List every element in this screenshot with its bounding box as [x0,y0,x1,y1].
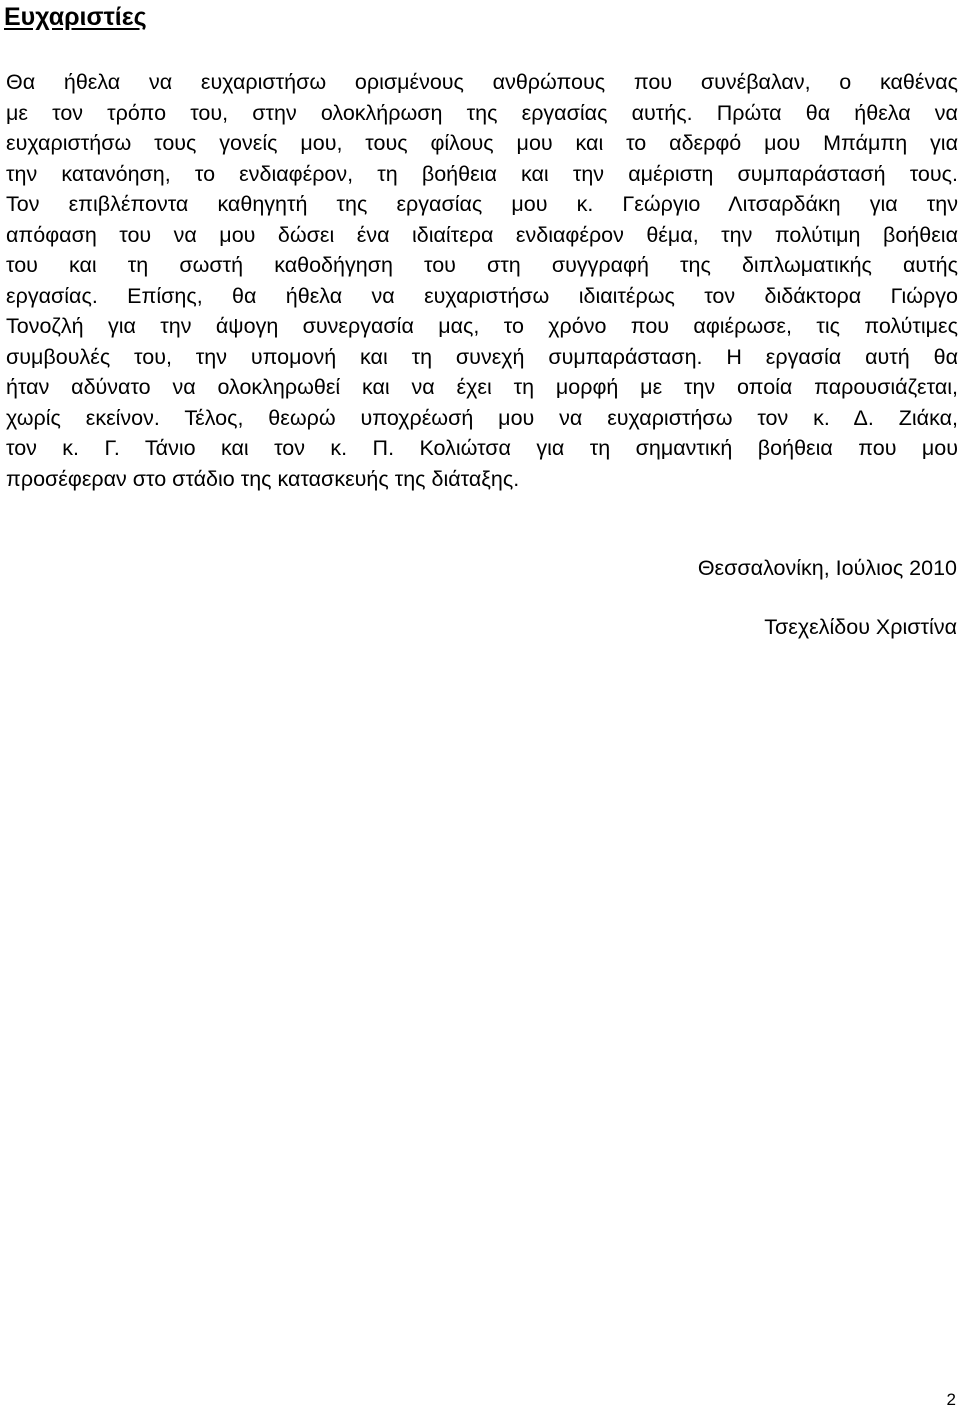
paragraph-line: ευχαριστήσω τους γονείς μου, τους φίλους μου και το αδερφό μου Μπάμπη για [6,131,958,155]
paragraph-line: ήταν αδύνατο να ολοκληρωθεί και να έχει τη μορφή με την οποία παρουσιάζεται, [6,375,958,399]
paragraph-line: του και τη σωστή καθοδήγηση του στη συγγραφή της διπλωματικής αυτής [6,253,958,277]
paragraph-line: συμβουλές του, την υπομονή και τη συνεχή συμπαράσταση. Η εργασία αυτή θα [6,344,958,369]
paragraph-line: εργασίας. Επίσης, θα ήθελα να ευχαριστήσω ιδιαιτέρως τον διδάκτορα Γιώργο [6,283,958,308]
paragraph-line: προσέφεραν στο στάδιο της κατασκευής της διάταξης. [6,466,520,491]
paragraph-line: την κατανόηση, το ενδιαφέρον, τη βοήθεια και την αμέριστη συμπαράστασή τους. [6,161,958,186]
place-date: Θεσσαλονίκη, Ιούλιος 2010 [697,556,957,580]
author-signature: Τσεχελίδου Χριστίνα [764,615,957,639]
page-heading: Ευχαριστίες [4,3,147,31]
paragraph-line: Θα ήθελα να ευχαριστήσω ορισμένους ανθρώπους που συνέβαλαν, ο καθένας [6,70,958,94]
paragraph-line: Τον επιβλέποντα καθηγητή της εργασίας μου κ. Γεώργιο Λιτσαρδάκη για την [6,192,958,216]
paragraph-line: απόφαση του να μου δώσει ένα ιδιαίτερα ενδιαφέρον θέμα, την πολύτιμη βοήθεια [6,222,958,247]
paragraph-line: Τονοζλή για την άψογη συνεργασία μας, το χρόνο που αφιέρωσε, τις πολύτιμες [6,314,958,338]
acknowledgements-paragraph [6,67,958,494]
paragraph-line: με τον τρόπο του, στην ολοκλήρωση της εργασίας αυτής. Πρώτα θα ήθελα να [6,100,958,125]
paragraph-line: τον κ. Γ. Τάνιο και τον κ. Π. Κολιώτσα για τη σημαντική βοήθεια που μου [6,436,958,460]
page-number: 2 [946,1390,956,1409]
paragraph-line: χωρίς εκείνον. Τέλος, θεωρώ υποχρέωσή μου να ευχαριστήσω τον κ. Δ. Ζιάκα, [6,405,958,430]
